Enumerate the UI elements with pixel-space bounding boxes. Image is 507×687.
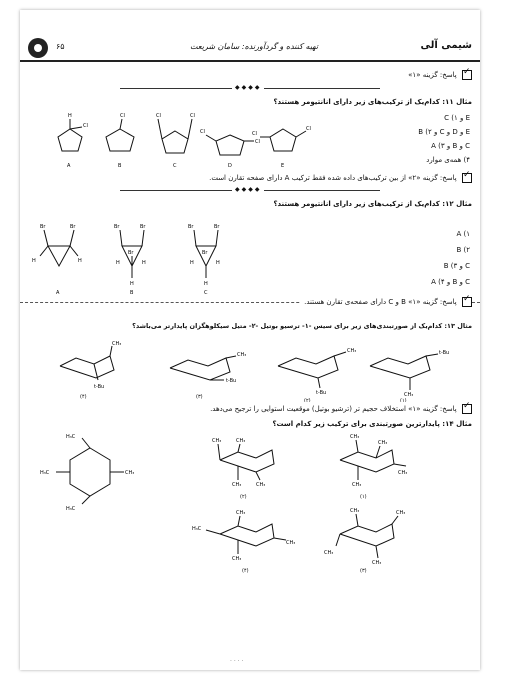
atom-label: Br bbox=[128, 250, 134, 256]
q13-structures bbox=[50, 336, 470, 402]
q12-option-4: C و B و A (۴ bbox=[431, 278, 470, 286]
q12-question: مثال ۱۲: کدام‌یک از ترکیب‌های زیر دارای انانتیومر هستند؟ bbox=[273, 200, 472, 208]
q12-label-b: B bbox=[130, 290, 134, 296]
atom-label: CH₃ bbox=[324, 550, 334, 556]
bottom-dots: · · · · bbox=[230, 658, 244, 665]
q13-chair-2 bbox=[278, 348, 356, 402]
q14-chair-4 bbox=[192, 510, 295, 574]
atom-label: t-Bu bbox=[316, 390, 327, 396]
q13-label-4: (۴) bbox=[80, 394, 87, 400]
q11-molecule-c bbox=[156, 113, 195, 169]
q14-label-3: (۳) bbox=[360, 568, 367, 574]
q11-answer: ✓ پاسخ: گزینه «۲» از بین ترکیب‌های داده شده فقط ترکیب A دارای صفحه تقارن است. bbox=[209, 173, 472, 183]
q11-question: مثال ۱۱: کدام‌یک از ترکیب‌های زیر دارای انانتیومر هستند؟ bbox=[273, 98, 472, 106]
q14-chair-2 bbox=[212, 438, 274, 500]
checkbox-icon bbox=[462, 173, 472, 183]
page-number: ۶۵ bbox=[56, 42, 65, 51]
q13-chair-1 bbox=[370, 350, 449, 402]
atom-label: H bbox=[68, 113, 72, 119]
atom-label: t-Bu bbox=[94, 384, 105, 390]
separator-dots: ◆◆◆◆ bbox=[232, 186, 264, 193]
q13-label-1: (۱) bbox=[400, 398, 407, 402]
q11-structures bbox=[40, 105, 330, 175]
atom-label: Br bbox=[140, 224, 146, 230]
atom-label: H bbox=[130, 281, 134, 287]
q13-question: مثال ۱۳: کدام‌یک از صورتبندی‌های زیر برای سیس -۱- ترسیو بوتیل -۲- متیل سیکلوهگزان پایدارتر می‌باشد؟ bbox=[132, 322, 472, 330]
atom-label: CH₃ bbox=[125, 470, 135, 476]
atom-label: CH₃ bbox=[350, 508, 360, 514]
atom-label: t-Bu bbox=[226, 378, 237, 384]
atom-label: CH₃ bbox=[372, 560, 382, 566]
atom-label: H bbox=[190, 260, 194, 266]
atom-label: Br bbox=[70, 224, 76, 230]
atom-label: H₃C bbox=[192, 526, 202, 532]
q12-option-3: C و B (۳ bbox=[443, 262, 470, 270]
q13-chair-3 bbox=[170, 352, 246, 400]
q12-structures bbox=[30, 208, 230, 300]
atom-label: CH₃ bbox=[398, 470, 408, 476]
q11-label-a: A bbox=[67, 163, 71, 169]
q11-label-b: B bbox=[118, 163, 122, 169]
checkbox-icon bbox=[462, 70, 472, 80]
q11-label-e: E bbox=[281, 163, 285, 169]
atom-label: Cl bbox=[306, 126, 311, 132]
atom-label: Cl bbox=[255, 139, 260, 145]
checkbox-icon bbox=[462, 297, 472, 307]
atom-label: H₃C bbox=[40, 470, 50, 476]
q12-answer: ✓ پاسخ: گزینه «۱» B و C دارای صفحه‌ی تقارن هستند. bbox=[301, 297, 472, 307]
atom-label: Br bbox=[114, 224, 120, 230]
atom-label: CH₃ bbox=[347, 348, 357, 354]
q12-molecule-a bbox=[32, 224, 82, 296]
q11-option-3: C و B و A (۳ bbox=[431, 142, 470, 150]
q14-label-1: (۱) bbox=[360, 494, 367, 500]
q12-molecule-b bbox=[114, 224, 146, 296]
atom-label: H bbox=[116, 260, 120, 266]
atom-label: Br bbox=[202, 250, 208, 256]
q11-molecule-d bbox=[200, 129, 260, 169]
q11-label-c: C bbox=[173, 163, 177, 169]
atom-label: H₃C bbox=[66, 506, 76, 510]
answer-top: ✓ پاسخ: گزینه «۱» bbox=[408, 70, 472, 80]
q11-label-d: D bbox=[228, 163, 232, 169]
q11-option-2: E و D و C و B (۲ bbox=[418, 128, 470, 136]
q13-chair-4 bbox=[60, 341, 121, 400]
header-author: تهیه کننده و گردآورنده: سامان شریعت bbox=[190, 42, 319, 51]
page-header bbox=[20, 38, 480, 62]
atom-label: Cl bbox=[252, 131, 257, 137]
atom-label: CH₃ bbox=[352, 482, 362, 488]
publisher-logo-icon bbox=[28, 38, 48, 58]
atom-label: CH₃ bbox=[256, 482, 266, 488]
atom-label: CH₃ bbox=[232, 482, 242, 488]
atom-label: CH₃ bbox=[236, 510, 246, 516]
atom-label: Br bbox=[214, 224, 220, 230]
q14-chair-1 bbox=[340, 434, 407, 500]
atom-label: H₃C bbox=[66, 434, 76, 440]
atom-label: CH₃ bbox=[212, 438, 222, 444]
q11-molecule-e bbox=[252, 126, 311, 169]
q14-option-structures bbox=[190, 430, 430, 580]
atom-label: CH₃ bbox=[396, 510, 406, 516]
atom-label: Cl bbox=[120, 113, 125, 119]
atom-label: H bbox=[216, 260, 220, 266]
atom-label: CH₃ bbox=[286, 540, 296, 546]
q14-label-4: (۴) bbox=[242, 568, 249, 574]
q14-question: مثال ۱۴: پایدارترین صورتبندی برای ترکیب زیر کدام است؟ bbox=[272, 420, 472, 428]
atom-label: Cl bbox=[83, 123, 88, 129]
q14-chair-3 bbox=[324, 508, 405, 574]
checkbox-icon bbox=[462, 404, 472, 414]
atom-label: Cl bbox=[190, 113, 195, 119]
atom-label: H bbox=[78, 258, 82, 264]
q12-label-c: C bbox=[204, 290, 208, 296]
atom-label: CH₃ bbox=[237, 352, 247, 358]
q12-option-2: B (۲ bbox=[456, 246, 470, 254]
atom-label: H bbox=[142, 260, 146, 266]
q13-label-2: (۲) bbox=[304, 398, 311, 402]
document-page bbox=[20, 10, 480, 670]
q11-molecule-b bbox=[106, 113, 134, 169]
q12-label-a: A bbox=[56, 290, 60, 296]
atom-label: Cl bbox=[156, 113, 161, 119]
atom-label: CH₃ bbox=[236, 438, 246, 444]
separator-dots: ◆◆◆◆ bbox=[232, 84, 264, 91]
atom-label: Cl bbox=[200, 129, 205, 135]
q14-target-structure bbox=[30, 430, 180, 510]
atom-label: H bbox=[204, 281, 208, 287]
atom-label: Br bbox=[40, 224, 46, 230]
q12-option-1: A (۱ bbox=[456, 230, 470, 238]
q11-molecule-a bbox=[58, 113, 88, 169]
q13-label-3: (۳) bbox=[196, 394, 203, 400]
atom-label: H bbox=[32, 258, 36, 264]
atom-label: CH₃ bbox=[404, 392, 414, 398]
q14-label-2: (۲) bbox=[240, 494, 247, 500]
atom-label: CH₃ bbox=[232, 556, 242, 562]
atom-label: CH₃ bbox=[112, 341, 122, 347]
atom-label: t-Bu bbox=[439, 350, 450, 356]
header-title: شیمی آلی bbox=[420, 40, 472, 51]
atom-label: CH₃ bbox=[378, 440, 388, 446]
q12-molecule-c bbox=[188, 224, 220, 296]
q11-option-4: ۴) همه‌ی موارد bbox=[426, 156, 470, 164]
q11-option-1: E و C (۱ bbox=[444, 114, 470, 122]
atom-label: Br bbox=[188, 224, 194, 230]
atom-label: CH₃ bbox=[350, 434, 360, 440]
q13-answer: ✓ پاسخ: گزینه «۱» استخلاف حجیم تر (ترشیو بوتیل) موقعیت استوایی را ترجیح می‌دهد. bbox=[210, 404, 472, 414]
